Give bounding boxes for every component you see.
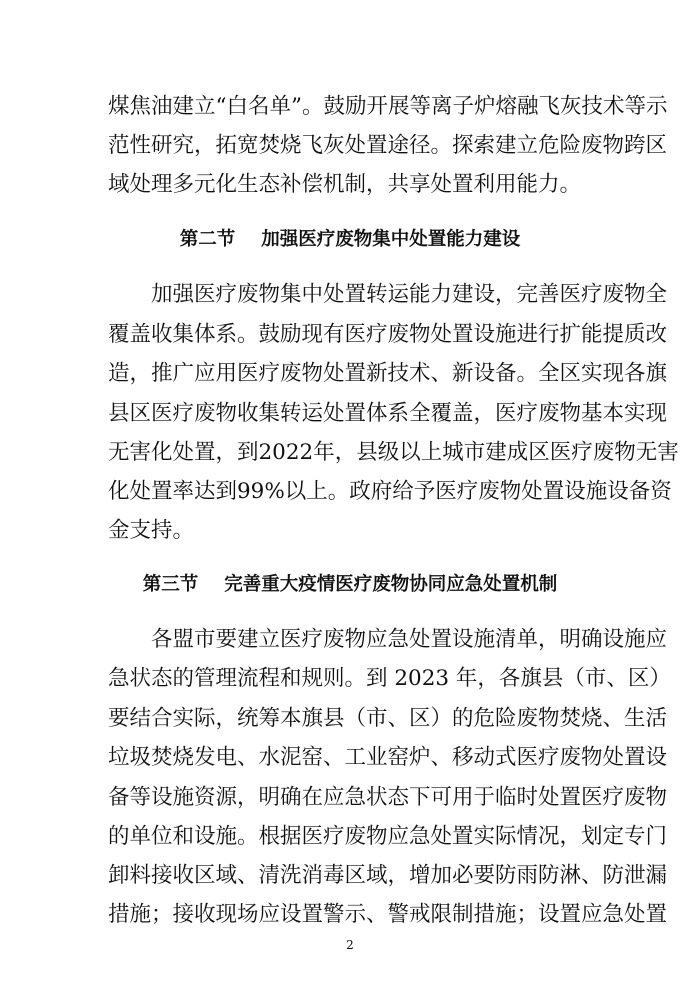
paragraph-line: 煤焦油建立“白名单”。鼓励开展等离子炉熔融飞灰技术等示 [108,94,668,119]
page-number: 2 [346,938,354,952]
paragraph-line: 备等设施资源，明确在应急状态下可用于临时处置医疗废物 [108,785,668,810]
section-title: 加强医疗废物集中处置能力建设 [261,229,521,250]
paragraph-line: 垃圾焚烧发电、水泥窑、工业窑炉、移动式医疗废物处置设 [108,745,668,770]
paragraph-line: 造，推广应用医疗废物处置新技术、新设备。全区实现各旗 [108,361,668,386]
paragraph-line: 卸料接收区域、清洗消毒区域，增加必要防雨防淋、防泄漏 [108,863,668,888]
paragraph-line: 的单位和设施。根据医疗废物应急处置实际情况，划定专门 [108,824,668,849]
paragraph-line: 域处理多元化生态补偿机制，共享处置利用能力。 [108,172,582,197]
section-number: 第三节 [142,574,199,595]
paragraph-line: 化处置率达到99%以上。政府给予医疗废物处置设施设备资 [108,479,672,504]
paragraph-line: 无害化处置，到2022年，县级以上城市建成区医疗废物无害 [108,440,679,465]
paragraph-line: 急状态的管理流程和规则。到 2023 年，各旗县（市、区） [108,666,671,691]
paragraph-line: 县区医疗废物收集转运处置体系全覆盖，医疗废物基本实现 [108,401,668,426]
paragraph-line: 措施；接收现场应设置警示、警戒限制措施；设置应急处置 [108,902,668,927]
paragraph-line: 各盟市要建立医疗废物应急处置设施清单，明确设施应 [151,627,668,652]
section-heading-3 [0,571,700,599]
paragraph-line: 范性研究，拓宽焚烧飞灰处置途径。探索建立危险废物跨区 [108,133,668,158]
section-heading-2 [0,226,700,254]
section-title: 完善重大疫情医疗废物协同应急处置机制 [224,574,558,595]
paragraph-line: 加强医疗废物集中处置转运能力建设，完善医疗废物全 [151,282,668,307]
section-number: 第二节 [179,229,236,250]
paragraph-line: 要结合实际，统筹本旗县（市、区）的危险废物焚烧、生活 [108,706,668,731]
paragraph-line: 覆盖收集体系。鼓励现有医疗废物处置设施进行扩能提质改 [108,322,668,347]
paragraph-line: 金支持。 [108,518,195,543]
